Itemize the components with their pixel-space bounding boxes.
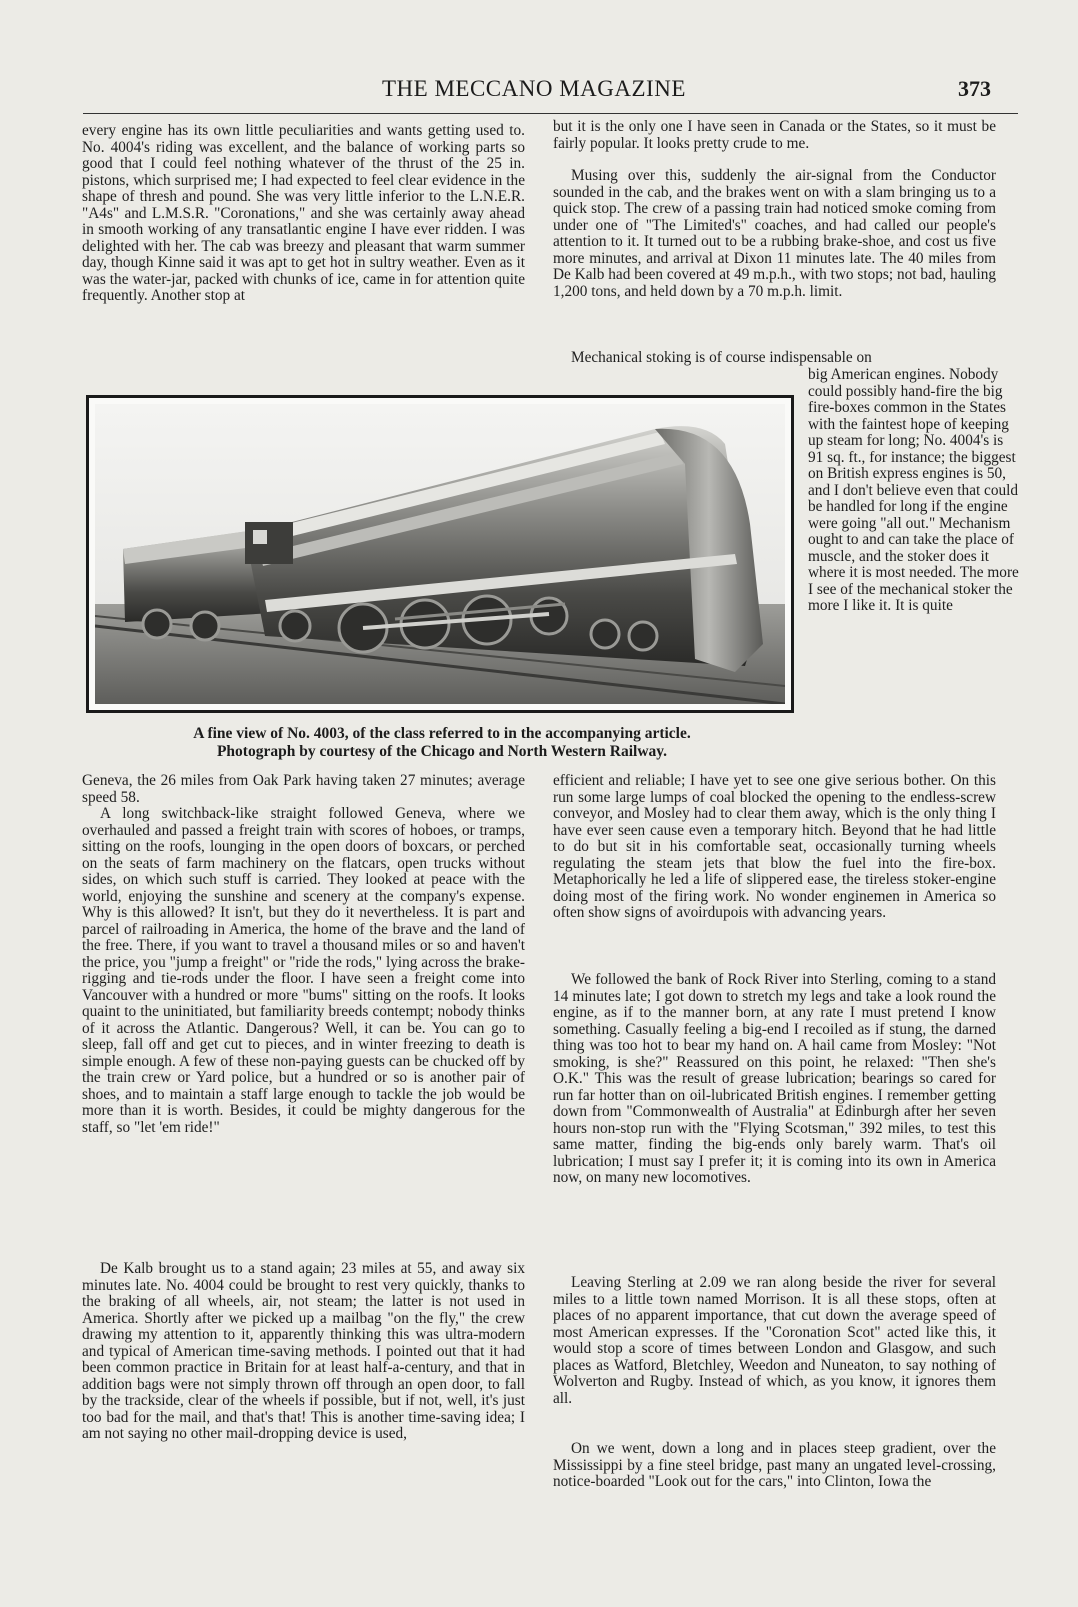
- paragraph-de-kalb: De Kalb brought us to a stand again; 23 miles at 55, and away six minutes late. No. 4004 could be brought to rest very quickly, thanks to the braking of all wheels, air, not steam; the latter is not used in America. Shortly after we picked up a mailbag "on the fly," the crew drawing my attention to it, apparently thinking this was ultra-modern and typical of American time-saving methods. I pointed out that it had been common practice in Britain for at least half-a-century, and that in addition bags were not simply thrown off through an open door, to fall by the trackside, clear of the wheels if possible, but if not, well, it's just too bad for the mail, and that's that! This is another time-saving idea; I am not saying no other mail-dropping device is used,: [82, 1260, 525, 1442]
- paragraph-sterling: We followed the bank of Rock River into Sterling, coming to a stand 14 minutes late; I got down to stretch my legs and take a look round the engine, as if to the manner born, at any rate I must pretend I know something. Casually feeling a big-end I recoiled as if stung, the darned thing was too hot to bear my hand on. A hail came from Mosley: "Not smoking, is she?" Reassured on this point, he relaxed: "Then she's O.K." This was the result of grease lubrication; bearings so cared for run far hotter than on oil-lubricated British engines. I remember getting down from "Commonwealth of Australia" at Edinburgh after her seven hours non-stop run with the "Flying Scotsman," 392 miles, to test this same matter, finding the big-ends only barely warm. That's oil lubrication; I must say I prefer it; it is coming into its own in America now, on many new locomotives.: [553, 971, 996, 1186]
- header-rule: [83, 113, 1018, 114]
- paragraph-popular-crude: but it is the only one I have seen in Canada or the States, so it must be fairly popular. It looks pretty crude to me.: [553, 118, 996, 152]
- paragraph-stoking-wrap: big American engines. Nobody could possibly hand-fire the big fire-boxes common in the States with the faintest hope of keeping up steam for long; No. 4004's is 91 sq. ft., for instance; the biggest on British express engines is 50, and I don't believe even that could be handled for long if the engine were going "all out." Mechanism ought to and can take the place of muscle, and the stoker does it where it is most needed. The more I see of the mechanical stoker the more I like it. It is quite: [808, 366, 1019, 614]
- paragraph-stoking-lead: Mechanical stoking is of course indispensable on: [571, 349, 872, 366]
- page-header: [0, 76, 1078, 106]
- paragraph-mississippi: On we went, down a long and in places steep gradient, over the Mississippi by a fine steel bridge, past many an ungated level-crossing, notice-boarded "Look out for the cars," into Clinton, Iowa the: [553, 1440, 996, 1490]
- paragraph-geneva: Geneva, the 26 miles from Oak Park having taken 27 minutes; average speed 58.: [82, 772, 525, 806]
- magazine-title: THE MECCANO MAGAZINE: [382, 76, 686, 101]
- photo-caption: [86, 725, 798, 761]
- paragraph-air-signal: Musing over this, suddenly the air-signal from the Conductor sounded in the cab, and the brakes went on with a slam bringing us to a quick stop. The crew of a passing train had noticed smoke coming from under one of "The Limited's" coaches, and had called our people's attention to it. It turned out to be a rubbing brake-shoe, and cost us five more minutes, and arrival at Dixon 11 minutes late. The 40 miles from De Kalb had been covered at 49 m.p.h., with two stops; not bad, hauling 1,200 tons, and held down by a 70 m.p.h. limit.: [553, 167, 996, 300]
- paragraph-hoboes: A long switchback-like straight followed Geneva, where we overhauled and passed a freight train with scores of hoboes, or tramps, sitting on the roofs, lounging in the open doors of boxcars, or perched on the seats of farm machinery on the flatcars, open trucks without sides, on which such stuff is carried. They looked at peace with the world, enjoying the sunshine and scenery at the company's expense. Why is this allowed? It isn't, but they do it nevertheless. It is part and parcel of railroading in America, the home of the brave and the land of the free. There, if you want to travel a thousand miles or so and haven't the price, you "jump a freight" or "ride the rods," lying across the brake-rigging and tie-rods under the floor. I have seen a freight come into Vancouver with a hundred or more "bums" sitting on the roofs. It looks quaint to the uninitiated, but familiarity breeds contempt; nobody thinks of it across the Atlantic. Dangerous? Well, it can be. You can go to sleep, fall off and get cut to pieces, and in winter freezing to death is simple enough. A few of these non-paying guests can be chucked off by the train crew or Yard police, but a hundred or so is another pair of shoes, and to maintain a staff large enough to tackle the job would be more than it is worth. Besides, it could be mighty dangerous for the staff, so "let 'em ride!": [82, 805, 525, 1136]
- paragraph-engine-riding: every engine has its own little peculiarities and wants getting used to. No. 4004's riding was excellent, and the balance of working parts so good that I could feel nothing whatever of the thrust of the 25 in. pistons, which surprised me; I had expected to feel clear evidence in the shape of thresh and pound. She was very little inferior to the L.N.E.R. "A4s" and L.M.S.R. "Coronations," and she was certainly away ahead in smooth working of any transatlantic engine I have ever ridden. I was delighted with her. The cab was breezy and pleasant that warm summer day, though Kinne said it was apt to get hot in sultry weather. Even as it was the water-jar, packed with chunks of ice, came in for attention quite frequently. Another stop at: [82, 122, 525, 304]
- photo-caption-line-2: Photograph by courtesy of the Chicago and North Western Railway.: [216, 743, 668, 760]
- locomotive-photo: [86, 395, 794, 713]
- photo-caption-line-1: A fine view of No. 4003, of the class referred to in the accompanying article.: [193, 725, 691, 742]
- paragraph-leaving-sterling: Leaving Sterling at 2.09 we ran along beside the river for several miles to a little town named Morrison. It is all these stops, often at places of no apparent importance, that cut down the average speed of most American expresses. If the "Coronation Scot" acted like this, it would stop a score of times between London and Glasgow, and such places as Watford, Bletchley, Weedon and Nuneaton, to say nothing of Wolverton and Rugby. Instead of which, as you know, it ignores them all.: [553, 1274, 996, 1407]
- paragraph-stoker-reliable: efficient and reliable; I have yet to see one give serious bother. On this run some large lumps of coal blocked the opening to the endless-screw conveyor, and Mosley had to clear them away, which is the only thing I have ever seen cause even a temporary hitch. Beyond that he had little to do but sit in his comfortable seat, occasionally turning wheels regulating the steam jets that blow the fuel into the fire-box. Metaphorically he led a life of slippered ease, the tireless stoker-engine doing most of the firing work. No wonder enginemen in America so often show signs of avoirdupois with advancing years.: [553, 772, 996, 921]
- streamlined-locomotive-image: [95, 404, 785, 704]
- page-number: 373: [958, 76, 991, 101]
